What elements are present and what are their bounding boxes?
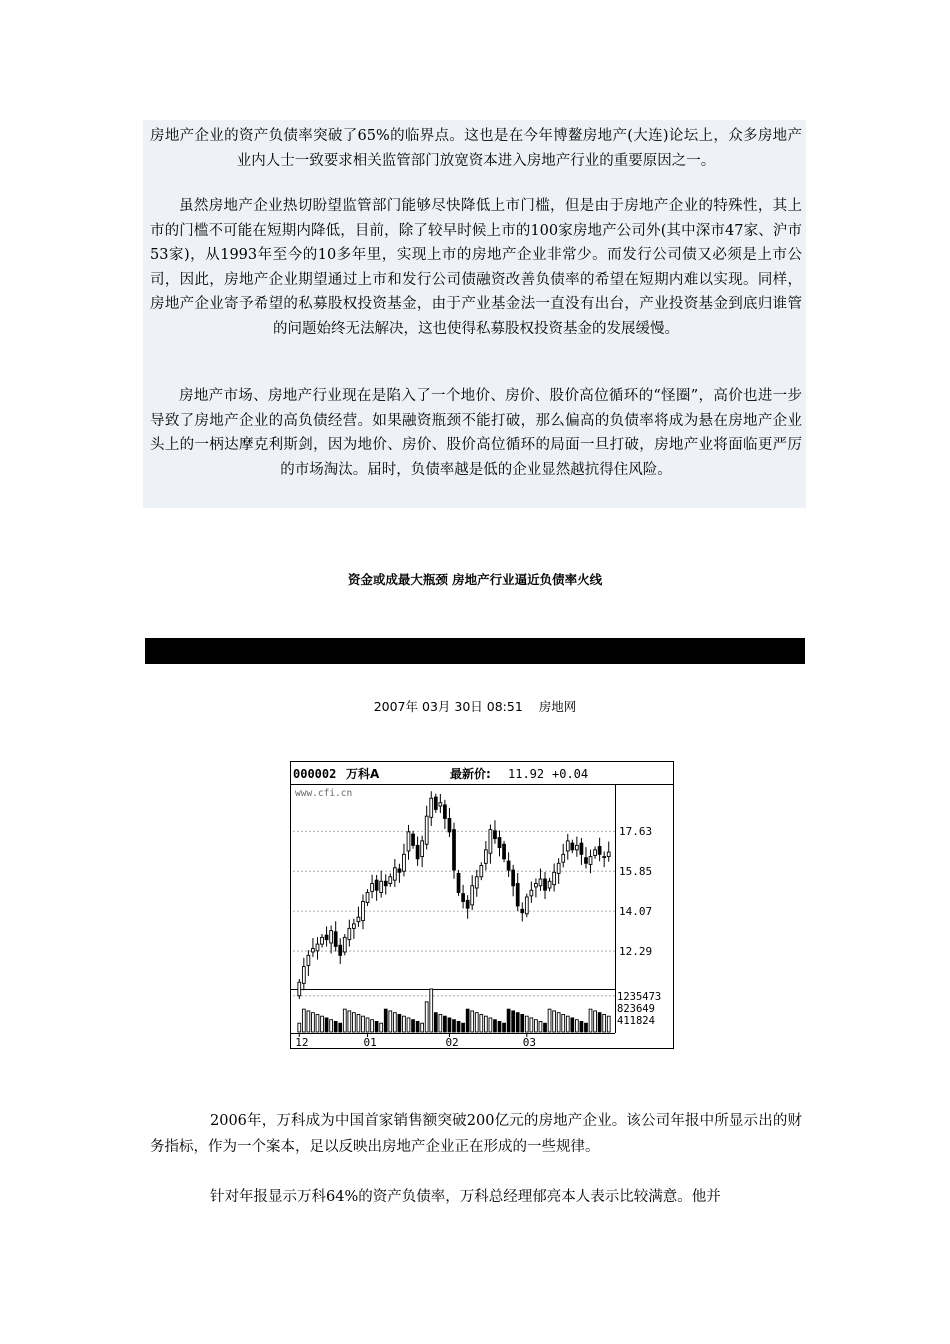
- price-tick-label: 15.85: [619, 865, 653, 879]
- candle-body: [330, 931, 333, 943]
- candle-body: [443, 805, 446, 818]
- volume-bar: [480, 1014, 483, 1032]
- headline-divider-bar: [145, 638, 805, 664]
- candle-body: [389, 877, 392, 884]
- latest-price-label: 最新价:: [450, 767, 491, 781]
- volume-bar: [439, 1014, 442, 1032]
- candle-body: [339, 945, 342, 955]
- candle-body: [357, 917, 360, 921]
- candle-body: [393, 868, 396, 880]
- candle-body: [439, 803, 442, 806]
- stock-name: 万科A: [346, 767, 380, 781]
- dateline: [0, 697, 950, 715]
- candle-body: [325, 935, 328, 939]
- volume-tick-label: 411824: [617, 1014, 655, 1027]
- candle-body: [589, 857, 592, 865]
- volume-bar: [507, 1009, 510, 1032]
- candle-body: [366, 892, 369, 902]
- candle-body: [594, 850, 597, 856]
- candle-body: [484, 850, 487, 863]
- volume-bar: [475, 1013, 478, 1032]
- volume-bar: [503, 1023, 506, 1032]
- candle-body: [475, 877, 478, 888]
- volume-bar: [352, 1013, 355, 1032]
- volume-bar: [384, 1009, 387, 1032]
- article-paragraph: 房地产市场、房地产行业现在是陷入了一个地价、房价、股价高位循环的“怪圈”，高价也进一步导致了房地产企业的高负债经营。如果融资瓶颈不能打破，那么偏高的负债率将成为悬在房地产企业头上的一柄达摩克利斯剑，因为地价、房价、股价高位循环的局面一旦打破，房地产业将面临更严厉的市场淘汰。届时，负债率越是低的企业显然越抗得住风险。: [150, 388, 802, 478]
- candle-body: [362, 901, 365, 920]
- volume-bar: [393, 1013, 396, 1032]
- volume-bar: [585, 1023, 588, 1032]
- candle-body: [521, 909, 524, 912]
- volume-bar: [544, 1023, 547, 1032]
- volume-bar: [339, 1023, 342, 1032]
- candle-body: [562, 854, 565, 862]
- volume-bar: [484, 1016, 487, 1032]
- price-tick-label: 14.07: [619, 905, 653, 919]
- candle-body: [544, 879, 547, 890]
- publish-date: 2007年 03月 30日 08:51: [373, 699, 523, 714]
- volume-bar: [548, 1009, 551, 1032]
- x-tick-label: 02: [445, 1036, 459, 1049]
- price-change: +0.04: [552, 767, 589, 781]
- volume-bar: [462, 1023, 465, 1032]
- candle-body: [480, 866, 483, 877]
- volume-bar: [321, 1016, 324, 1032]
- candle-body: [539, 879, 542, 886]
- volume-bar: [566, 1016, 569, 1032]
- x-tick-label: 03: [522, 1036, 537, 1049]
- candle-body: [494, 831, 497, 839]
- x-tick-label: 12: [295, 1036, 309, 1049]
- candle-body: [553, 872, 556, 884]
- volume-bar: [598, 1013, 601, 1032]
- candle-body: [507, 861, 510, 870]
- volume-bar: [380, 1023, 383, 1032]
- volume-bar: [521, 1014, 524, 1032]
- candle-body: [421, 841, 424, 857]
- article-paragraph: 2006年，万科成为中国首家销售额突破200亿元的房地产企业。该公司年报中所显示出的财务指标，作为一个案本，足以反映出房地产企业正在形成的一些规律。: [150, 1113, 802, 1155]
- volume-bar: [557, 1013, 560, 1032]
- candle-body: [585, 858, 588, 864]
- candle-body: [398, 869, 401, 872]
- volume-bar: [553, 1011, 556, 1032]
- article-paragraph: 针对年报显示万科64%的资产负债率，万科总经理郁亮本人表示比较满意。他并: [210, 1189, 721, 1205]
- candle-body: [453, 830, 456, 870]
- candle-body: [416, 845, 419, 858]
- volume-bar: [357, 1014, 360, 1032]
- volume-bar: [489, 1018, 492, 1032]
- stock-code: 000002: [293, 767, 337, 781]
- candle-body: [403, 854, 406, 871]
- candle-body: [334, 932, 337, 947]
- candle-body: [425, 816, 428, 844]
- candle-body: [571, 843, 574, 850]
- candle-body: [457, 873, 460, 892]
- candle-body: [343, 937, 346, 952]
- article-paragraph: 房地产企业的资产负债率突破了65%的临界点。这也是在今年博鳌房地产(大连)论坛上，众多房地产业内人士一致要求相关监管部门放宽资本进入房地产行业的重要原因之一。: [150, 128, 802, 169]
- volume-bar: [494, 1020, 497, 1032]
- article-headline: 资金或成最大瓶颈 房地产行业逼近负债率火线: [347, 572, 603, 587]
- volume-bar: [298, 1023, 301, 1032]
- candle-body: [462, 894, 465, 902]
- volume-bar: [302, 1009, 305, 1032]
- candle-body: [535, 884, 538, 887]
- volume-bar: [453, 1020, 456, 1032]
- volume-bar: [307, 1011, 310, 1032]
- candle-body: [575, 845, 578, 849]
- price-tick-label: 17.63: [619, 825, 653, 839]
- candle-body: [430, 798, 433, 817]
- volume-bar: [416, 1021, 419, 1032]
- volume-bar: [371, 1020, 374, 1032]
- candle-body: [471, 886, 474, 905]
- volume-bar: [539, 1021, 542, 1032]
- candle-body: [321, 937, 324, 944]
- candle-body: [352, 924, 355, 928]
- candle-body: [607, 852, 610, 856]
- price-tick-label: 12.29: [619, 945, 653, 959]
- candle-body: [407, 832, 410, 851]
- candle-body: [516, 884, 519, 906]
- candle-body: [348, 928, 351, 939]
- volume-bar: [348, 1011, 351, 1032]
- volume-bar: [575, 1020, 578, 1032]
- volume-bar: [403, 1016, 406, 1032]
- candle-body: [603, 857, 606, 858]
- volume-bar: [375, 1021, 378, 1032]
- candle-body: [498, 838, 501, 848]
- volume-bar: [325, 1018, 328, 1032]
- volume-bar: [398, 1014, 401, 1032]
- volume-bar: [471, 1011, 474, 1032]
- candle-body: [512, 870, 515, 886]
- volume-bar: [412, 1020, 415, 1032]
- news-source: 房地网: [538, 699, 577, 714]
- volume-bar: [448, 1018, 451, 1032]
- latest-price: 11.92: [508, 767, 545, 781]
- volume-bar: [334, 1021, 337, 1032]
- volume-bar: [362, 1016, 365, 1032]
- volume-bar: [343, 1009, 346, 1032]
- candle-body: [598, 846, 601, 854]
- candle-body: [580, 843, 583, 854]
- volume-bar: [607, 1016, 610, 1032]
- volume-bar: [525, 1016, 528, 1032]
- candle-body: [566, 841, 569, 851]
- candle-body: [448, 818, 451, 831]
- candle-body: [503, 844, 506, 859]
- candle-body: [298, 982, 301, 995]
- volume-tick-label: 823649: [617, 1002, 655, 1015]
- candle-body: [316, 944, 319, 951]
- candle-body: [375, 880, 378, 890]
- volume-bar: [466, 1009, 469, 1032]
- x-tick-label: 01: [363, 1036, 377, 1049]
- candle-body: [307, 955, 310, 965]
- volume-bar: [430, 989, 433, 1032]
- candle-body: [489, 830, 492, 854]
- candle-body: [525, 897, 528, 914]
- volume-bar: [316, 1014, 319, 1032]
- volume-bar: [562, 1014, 565, 1032]
- volume-bar: [589, 1009, 592, 1032]
- volume-bar: [457, 1021, 460, 1032]
- volume-bar: [530, 1018, 533, 1032]
- volume-bar: [535, 1020, 538, 1032]
- volume-bar: [312, 1013, 315, 1032]
- candle-body: [302, 967, 305, 984]
- volume-bar: [366, 1018, 369, 1032]
- volume-bar: [580, 1021, 583, 1032]
- candle-body: [312, 949, 315, 952]
- candle-body: [466, 900, 469, 908]
- volume-bar: [425, 1002, 428, 1032]
- volume-bar: [434, 1013, 437, 1032]
- chart-watermark: www.cfi.cn: [295, 788, 353, 799]
- candle-body: [380, 881, 383, 892]
- volume-bar: [389, 1011, 392, 1032]
- volume-tick-label: 1235473: [617, 990, 662, 1003]
- candle-body: [384, 881, 387, 885]
- volume-bar: [512, 1011, 515, 1032]
- volume-bar: [498, 1021, 501, 1032]
- volume-bar: [443, 1016, 446, 1032]
- candle-body: [530, 890, 533, 896]
- volume-bar: [594, 1011, 597, 1032]
- volume-bar: [407, 1018, 410, 1032]
- article-paragraph: 虽然房地产企业热切盼望监管部门能够尽快降低上市门槛，但是由于房地产企业的特殊性，其上市的门槛不可能在短期内降低，目前，除了较早时候上市的100家房地产公司外(其中深市47家、沪市53家)，从1993年至今的10多年里，实现上市的房地产企业非常少。而发行公司债又必须是上市公司，因此，房地产企业期望通过上市和发行公司债融资改善负债率的希望在短期内难以实现。同样，房地产企业寄予希望的私募股权投资基金，由于产业基金法一直没有出台，产业投资基金到底归谁管的问题始终无法解决，这也使得私募股权投资基金的发展缓慢。: [150, 198, 802, 337]
- candle-body: [434, 797, 437, 809]
- stock-chart: [290, 761, 674, 1049]
- candle-body: [557, 863, 560, 873]
- candle-body: [548, 881, 551, 888]
- candle-body: [412, 834, 415, 845]
- candle-body: [371, 884, 374, 892]
- volume-bar: [421, 1023, 424, 1032]
- volume-bar: [571, 1018, 574, 1032]
- volume-bar: [516, 1013, 519, 1032]
- volume-bar: [330, 1020, 333, 1032]
- volume-bar: [603, 1014, 606, 1032]
